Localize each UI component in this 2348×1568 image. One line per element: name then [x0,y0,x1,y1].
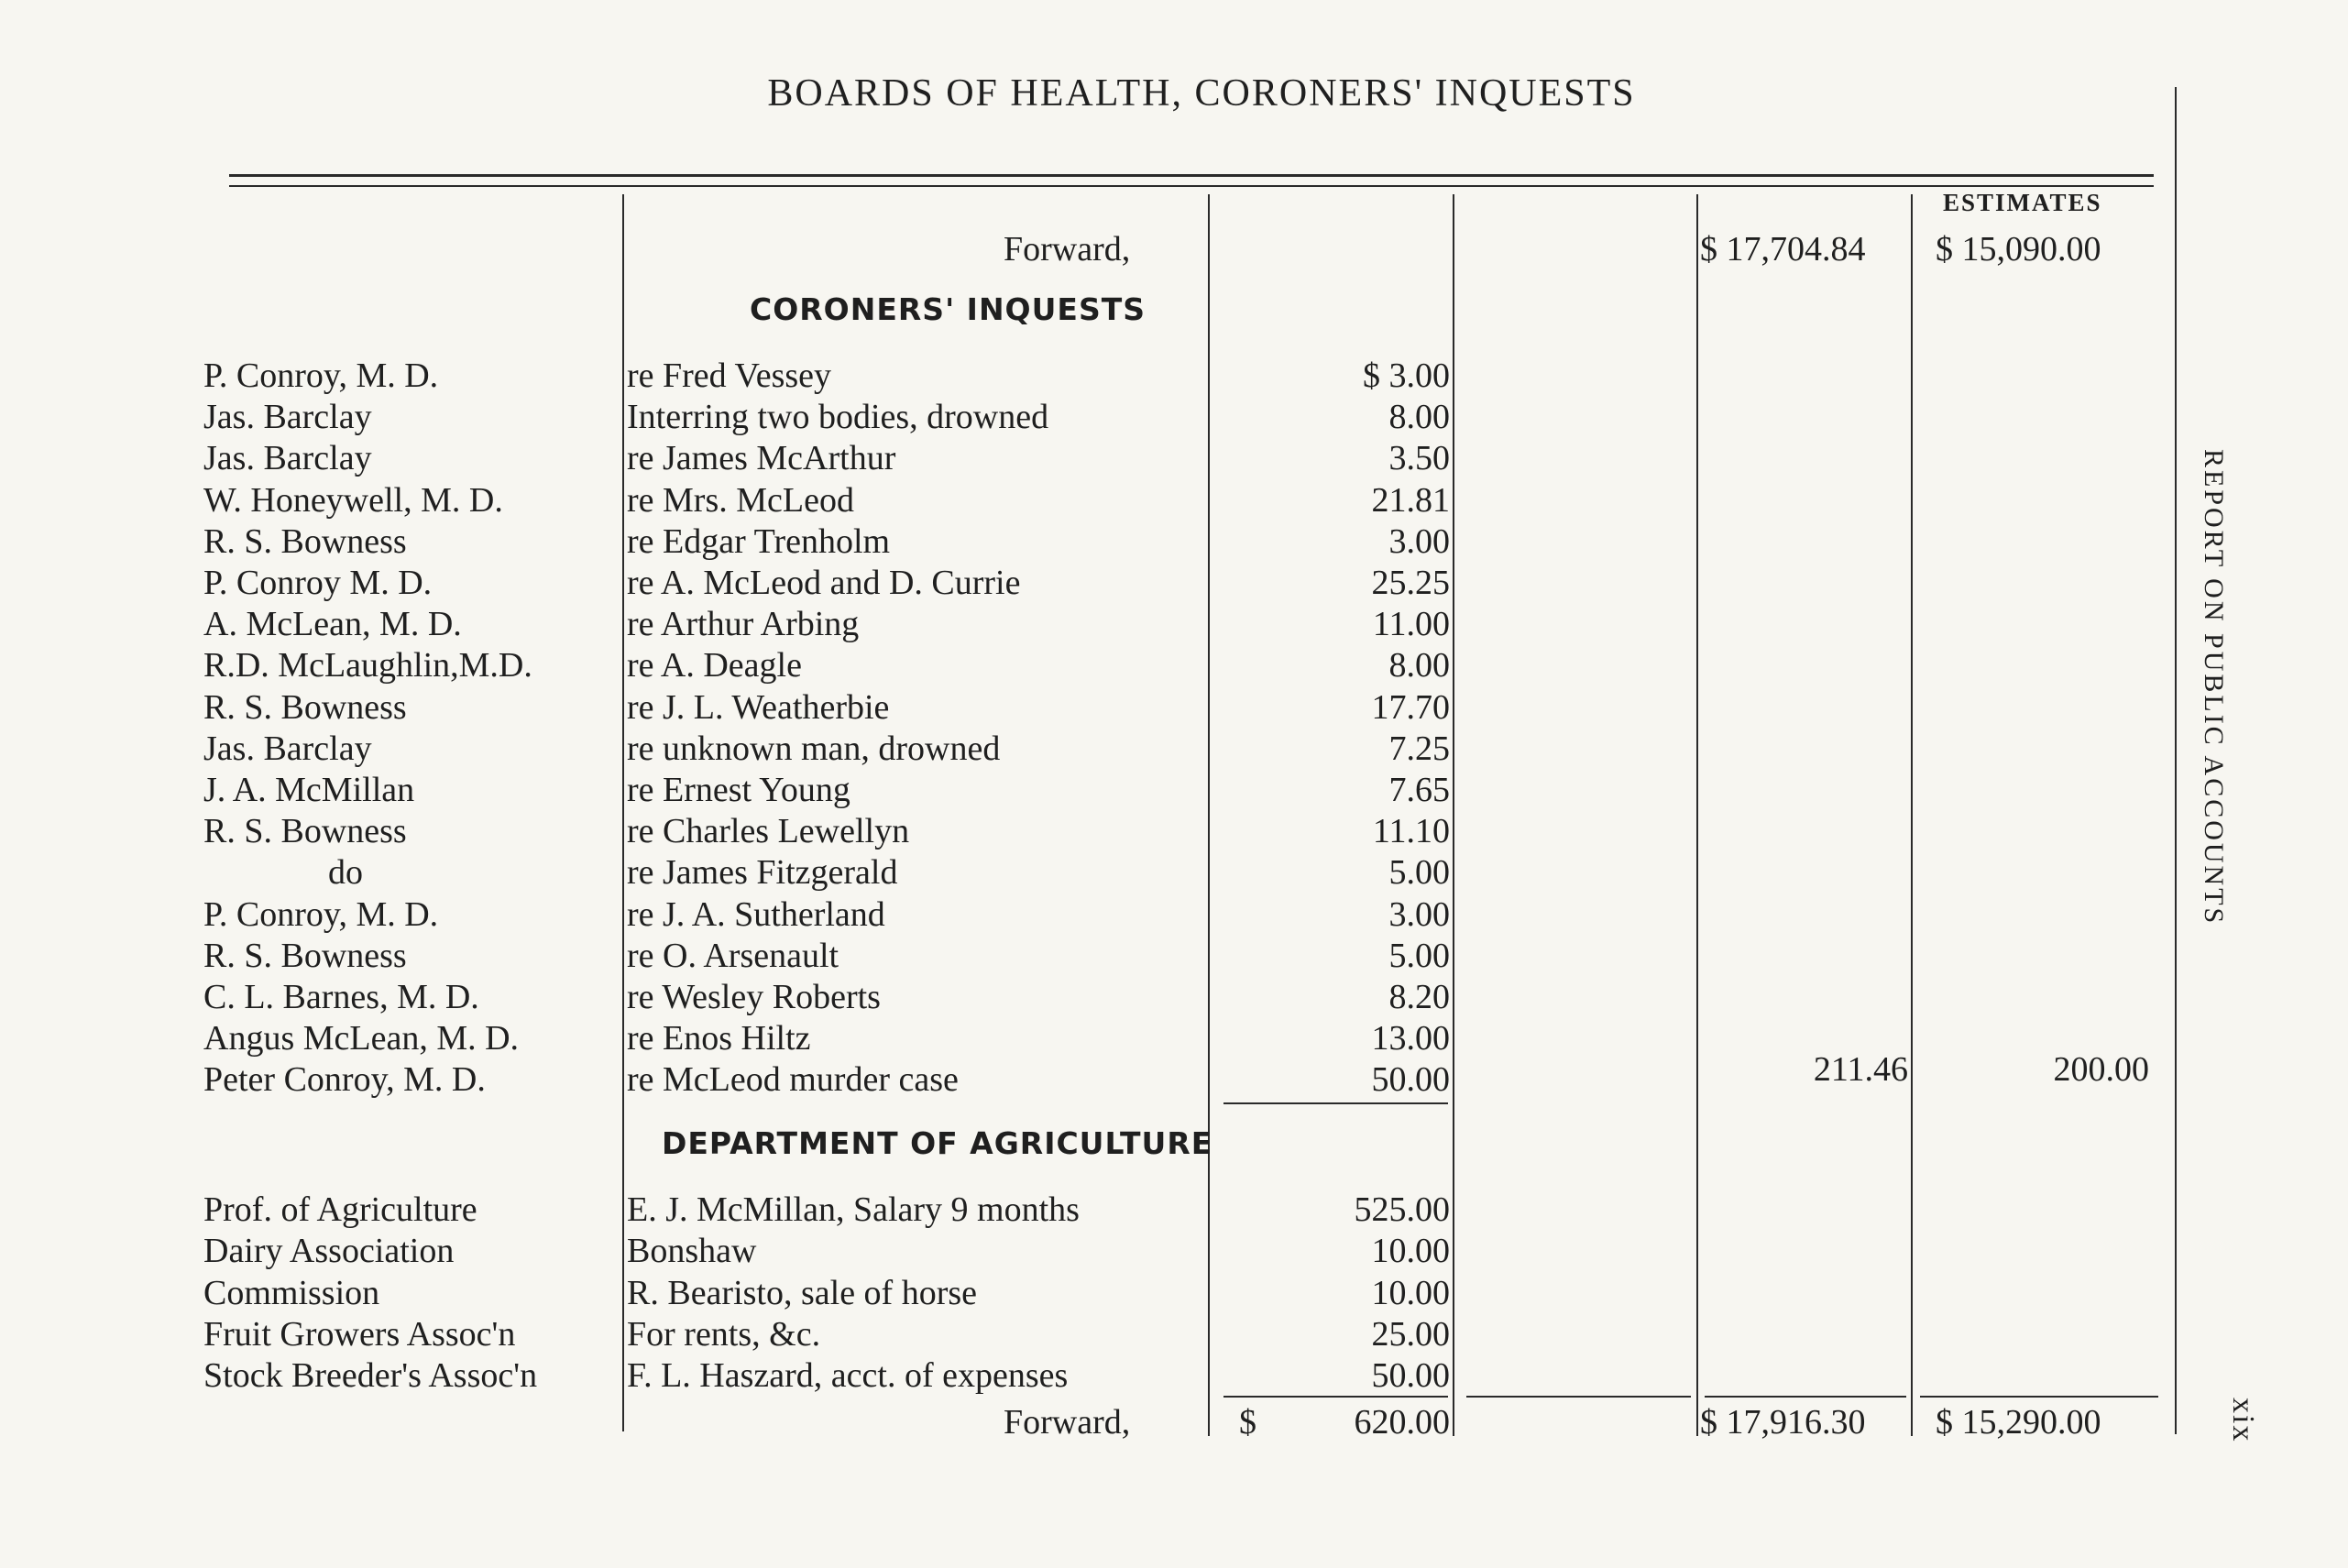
table-row [0,687,2348,729]
section-heading-agriculture: DEPARTMENT OF AGRICULTURE [662,1125,1213,1161]
page-number: xix [2226,1398,2260,1443]
entry-description: Bonshaw [627,1232,757,1271]
entry-name: Jas. Barclay [203,729,372,768]
table-row [0,936,2348,977]
entry-description: re James McArthur [627,439,896,478]
coroners-estimate: 200.00 [2053,1050,2149,1089]
entry-name: W. Honeywell, M. D. [203,480,503,520]
table-row [0,356,2348,397]
forward-bottom-amount: 620.00 [1354,1403,1450,1442]
header-rule-thin [229,185,2154,187]
entry-name: do [328,853,363,893]
entry-name: Fruit Growers Assoc'n [203,1314,516,1354]
forward-bottom-total: $ 17,916.30 [1700,1403,1866,1442]
entry-amount: 7.65 [1388,771,1450,809]
entry-name: R. S. Bowness [203,936,407,975]
bottom-rule-total [1705,1396,1906,1398]
table-row [0,1355,2348,1397]
entry-description: re Edgar Trenholm [627,521,891,561]
entry-description: re Mrs. McLeod [627,480,854,520]
table-row [0,604,2348,645]
entry-amount: 8.00 [1388,646,1450,685]
forward-bottom-estimate: $ 15,290.00 [1936,1403,2101,1442]
table-row [0,645,2348,686]
entry-name: Jas. Barclay [203,439,372,478]
bottom-rule-amount [1223,1396,1448,1398]
table-row [0,1190,2348,1231]
entry-amount: 3.50 [1388,439,1450,478]
bottom-rule-estimate [1920,1396,2158,1398]
table-row [0,1273,2348,1314]
table-row [0,1231,2348,1272]
entry-amount: 50.00 [1371,1060,1450,1100]
entry-name: Stock Breeder's Assoc'n [203,1356,538,1396]
entry-description: re McLeod murder case [627,1060,959,1100]
table-row [0,1314,2348,1355]
table-row [0,438,2348,479]
entry-name: R. S. Bowness [203,521,407,561]
bottom-rule-blank [1466,1396,1691,1398]
entry-description: re A. McLeod and D. Currie [627,564,1021,602]
table-row [0,480,2348,521]
entry-amount: 8.20 [1388,978,1450,1016]
entry-amount: 5.00 [1388,853,1450,893]
entry-description: re James Fitzgerald [627,853,898,893]
entry-name: R. S. Bowness [203,687,407,727]
coroners-subtotal: 211.46 [1813,1050,1908,1089]
entry-description: re Enos Hiltz [627,1019,811,1058]
table-row [0,1059,2348,1101]
entry-description: re J. A. Sutherland [627,894,885,934]
entry-amount: 3.00 [1388,894,1450,934]
entry-amount: 11.10 [1372,812,1450,851]
entry-amount: 5.00 [1388,936,1450,975]
entry-amount: 10.00 [1371,1232,1450,1271]
table-row [0,397,2348,438]
entry-description: re Ernest Young [627,771,850,809]
entry-description: re unknown man, drowned [627,729,1001,768]
page-title: BOARDS OF HEALTH, CORONERS' INQUESTS [767,72,1636,115]
header-rule-thick [229,174,2154,177]
entry-amount: $ 3.00 [1363,356,1450,395]
entry-name: A. McLean, M. D. [203,605,462,644]
entry-description: R. Bearisto, sale of horse [627,1273,978,1312]
entry-amount: 21.81 [1371,480,1450,520]
side-report-title: REPORT ON PUBLIC ACCOUNTS [2199,449,2229,927]
entry-name: C. L. Barnes, M. D. [203,978,479,1016]
section-heading-coroners: CORONERS' INQUESTS [750,291,1146,327]
entry-description: re A. Deagle [627,646,802,685]
entry-name: R.D. McLaughlin,M.D. [203,646,532,685]
entry-amount: 13.00 [1371,1019,1450,1058]
forward-top-total: $ 17,704.84 [1700,230,1866,269]
forward-bottom-row [0,1402,2348,1443]
entry-name: P. Conroy, M. D. [203,894,439,934]
coroners-subtotal-rule [1223,1102,1448,1104]
forward-bottom-label: Forward, [1004,1403,1131,1442]
entry-name: R. S. Bowness [203,812,407,851]
entry-description: Interring two bodies, drowned [627,398,1049,437]
entry-description: re Charles Lewellyn [627,812,910,851]
entry-amount: 11.00 [1372,605,1450,644]
entry-name: Peter Conroy, M. D. [203,1060,486,1100]
entry-description: re O. Arsenault [627,936,839,975]
table-row [0,521,2348,563]
forward-bottom-dollar: $ [1239,1403,1256,1442]
entry-description: E. J. McMillan, Salary 9 months [627,1190,1080,1229]
table-row [0,1018,2348,1059]
entry-amount: 25.00 [1371,1314,1450,1354]
entry-name: Commission [203,1273,380,1312]
entry-name: P. Conroy M. D. [203,564,433,602]
entry-description: F. L. Haszard, acct. of expenses [627,1356,1069,1396]
entry-amount: 50.00 [1371,1356,1450,1396]
forward-top-label: Forward, [1004,230,1131,269]
forward-top-estimate: $ 15,090.00 [1936,230,2101,269]
entry-name: P. Conroy, M. D. [203,356,439,395]
entry-amount: 525.00 [1354,1190,1450,1229]
entry-description: re Wesley Roberts [627,978,881,1016]
entry-name: Dairy Association [203,1232,455,1271]
entry-description: re Arthur Arbing [627,605,860,644]
table-row [0,811,2348,852]
table-row [0,852,2348,894]
table-row [0,563,2348,604]
forward-top-row [0,229,2348,270]
table-row [0,894,2348,936]
entry-amount: 25.25 [1371,564,1450,602]
entry-amount: 3.00 [1388,521,1450,561]
entry-amount: 7.25 [1388,729,1450,768]
table-row [0,729,2348,770]
table-row [0,770,2348,811]
entry-name: Angus McLean, M. D. [203,1019,520,1058]
table-row [0,977,2348,1018]
estimates-header: ESTIMATES [1943,189,2102,216]
entry-amount: 8.00 [1388,398,1450,437]
entry-description: re Fred Vessey [627,356,832,395]
entry-name: J. A. McMillan [203,771,415,809]
entry-name: Prof. of Agriculture [203,1190,477,1229]
entry-amount: 17.70 [1371,687,1450,727]
entry-description: re J. L. Weatherbie [627,687,890,727]
entry-name: Jas. Barclay [203,398,372,437]
entry-description: For rents, &c. [627,1314,821,1354]
entry-amount: 10.00 [1371,1273,1450,1312]
